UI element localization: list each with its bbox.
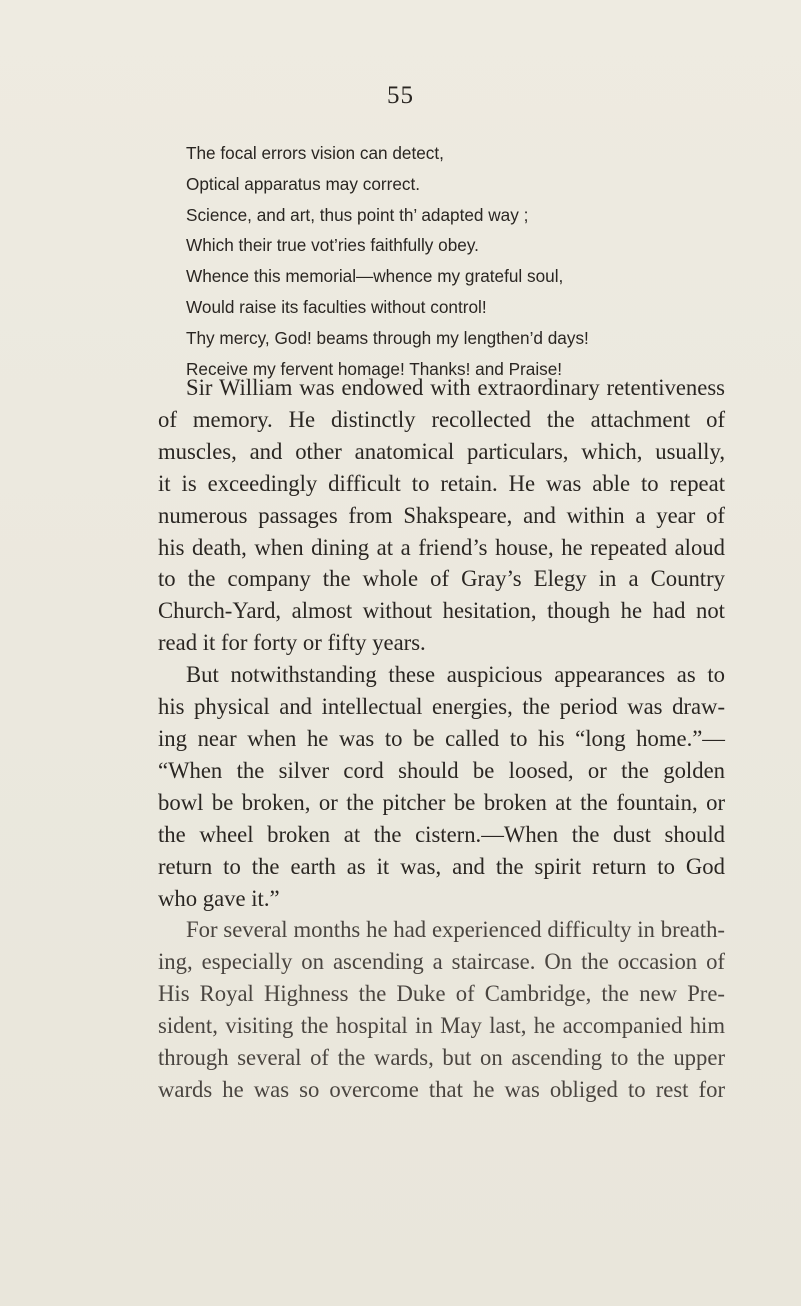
text-line: His Royal Highness the Duke of Cambridge, the new Pre- — [158, 981, 725, 1007]
text-line: through several of the wards, but on ascending to the upper — [158, 1045, 725, 1071]
text-line: return to the earth as it was, and the spirit return to God — [158, 853, 725, 879]
text-line: read it for forty or fifty years. — [158, 630, 426, 656]
poem-line: Would raise its faculties without control! — [186, 296, 487, 317]
text-line: of memory. He distinctly recollected the attachment of — [158, 406, 725, 432]
paragraph-long-home — [158, 659, 725, 914]
text-line: But notwithstanding these auspicious appearances as to — [186, 662, 725, 688]
poem-stanza — [186, 138, 706, 384]
text-line: numerous passages from Shakspeare, and within a year of — [158, 502, 725, 528]
text-line: Church-Yard, almost without hesitation, though he had not — [158, 598, 725, 624]
poem-line: The focal errors vision can detect, — [186, 143, 444, 163]
poem-line: Receive my fervent homage! Thanks! and Praise! — [186, 358, 563, 379]
text-line: it is exceedingly difficult to retain. He was able to repeat — [158, 470, 725, 496]
text-line: muscles, and other anatomical particulars, which, usually, — [158, 438, 725, 464]
text-line: his physical and intellectual energies, the period was draw- — [158, 694, 725, 720]
text-line: For several months he had experienced difficulty in breath- — [186, 917, 725, 943]
poem-line: Science, and art, thus point th’ adapted way ; — [186, 204, 529, 225]
text-line: ing near when he was to be called to his “long home.”— — [158, 725, 725, 751]
text-line: Sir William was endowed with extraordinary retentiveness — [186, 375, 725, 400]
text-line: his death, when dining at a friend’s house, he repeated aloud — [158, 534, 725, 560]
page-number: 55 — [387, 82, 414, 109]
poem-line: Whence this memorial—whence my grateful soul, — [186, 266, 564, 287]
poem-line: Thy mercy, God! beams through my lengthen’d days! — [186, 327, 589, 348]
poem-line: Optical apparatus may correct. — [186, 173, 421, 194]
paragraph-breathing — [158, 914, 725, 1105]
prose-body — [158, 372, 725, 1106]
paragraph-memory — [158, 372, 725, 659]
text-line: to the company the whole of Gray’s Elegy in a Country — [158, 566, 725, 592]
text-line: wards he was so overcome that he was obliged to rest for — [158, 1076, 725, 1102]
text-line: ing, especially on ascending a staircase. On the occasion of — [158, 949, 725, 975]
text-line: sident, visiting the hospital in May last, he accompanied him — [158, 1013, 725, 1039]
text-line: “When the silver cord should be loosed, or the golden — [158, 757, 725, 783]
text-line: the wheel broken at the cistern.—When the dust should — [158, 821, 725, 847]
text-line: who gave it.” — [158, 885, 280, 911]
text-line: bowl be broken, or the pitcher be broken at the fountain, or — [158, 789, 725, 815]
poem-line: Which their true vot’ries faithfully obey. — [186, 235, 479, 256]
